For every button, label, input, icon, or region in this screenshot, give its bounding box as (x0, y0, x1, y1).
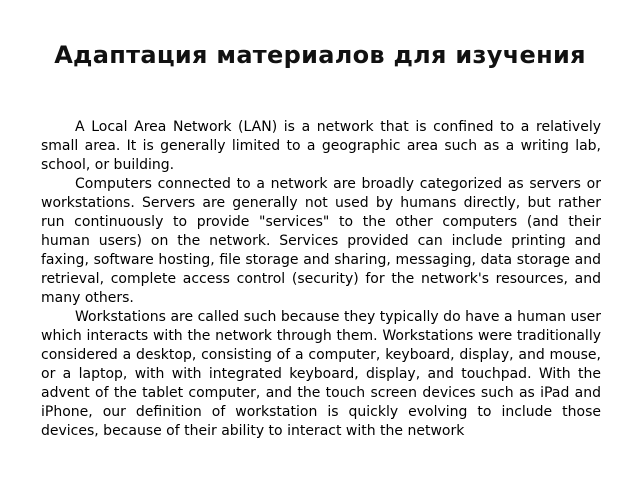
paragraph-lan: A Local Area Network (LAN) is a network that is confined to a relatively small area. It is generally limited to a geographic area such as a writing lab, school, or building. (41, 119, 601, 173)
slide-title: Адаптация материалов для изучения (54, 41, 586, 69)
slide-body (41, 118, 601, 441)
paragraph-servers: Computers connected to a network are broadly categorized as servers or workstations. Servers are generally not used by humans directly, but rather run continuously to provide "services" to the other computers (and their human users) on the network. Services provided can include printing and faxing, software hosting, file storage and sharing, messaging, data storage and retrieval, complete access control (security) for the network's resources, and many others. (41, 176, 601, 306)
paragraph-workstations: Workstations are called such because they typically do have a human user which interacts with the network through them. Workstations were traditionally considered a desktop, consisting of a computer, keyboard, display, and mouse, or a laptop, with with integrated keyboard, display, and touchpad. With the advent of the tablet computer, and the touch screen devices such as iPad and iPhone, our definition of workstation is quickly evolving to include those devices, because of their ability to interact with the network (41, 309, 601, 439)
